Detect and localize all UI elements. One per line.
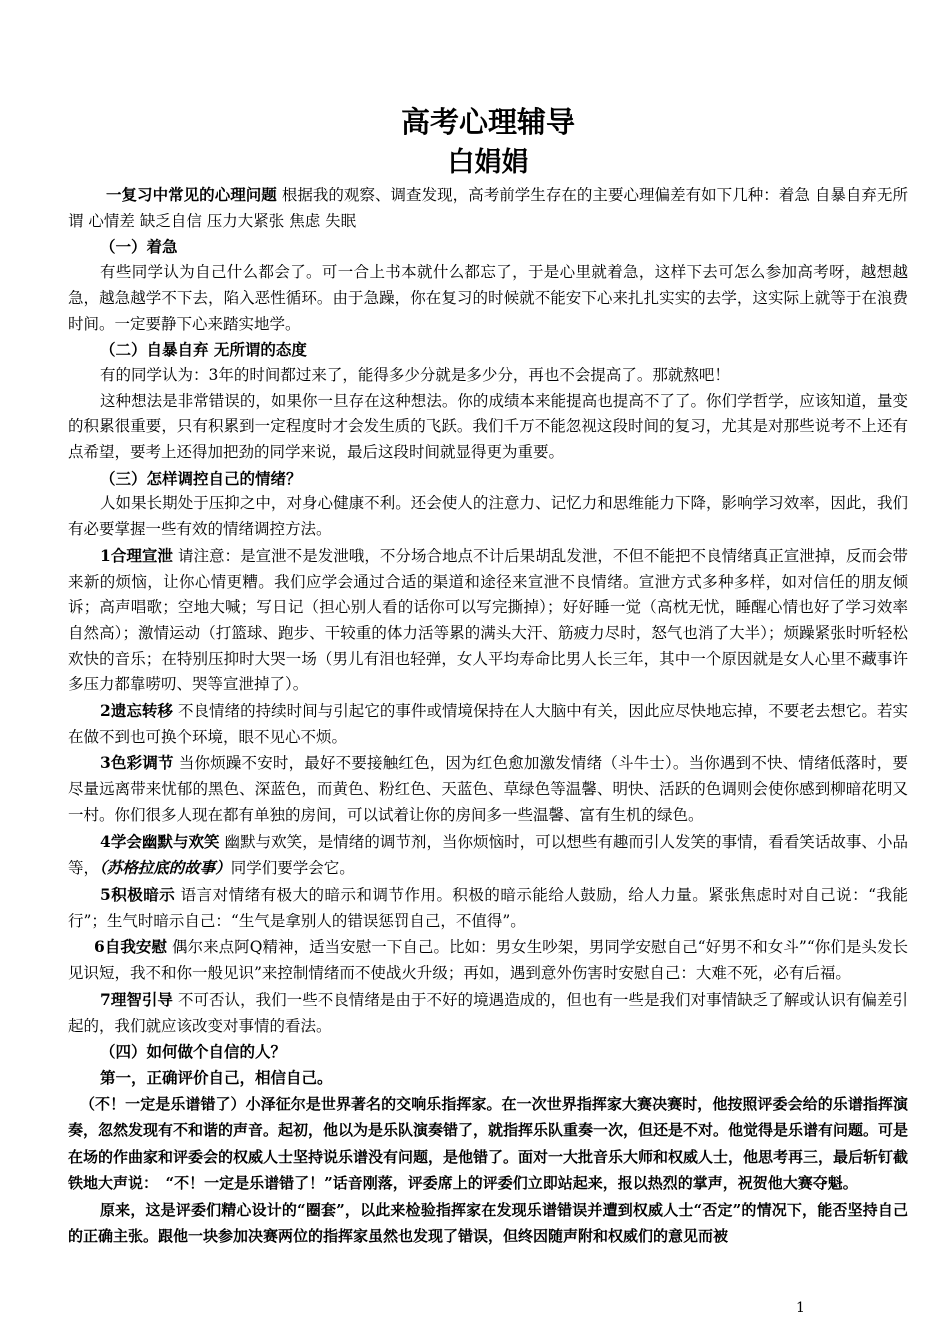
method-item: [68, 698, 908, 750]
method-emphasis: （苏格拉底的故事）: [99, 858, 231, 878]
page-number: 1: [796, 1300, 805, 1316]
method-item: [68, 750, 908, 828]
section4-heading: （四）如何做个自信的人？: [100, 1042, 287, 1062]
intro-heading: 一复习中常见的心理问题: [106, 185, 277, 204]
method-item: [68, 934, 908, 986]
method-text: 语言对情绪有极大的暗示和调节作用。积极的暗示能给人鼓励，给人力量。紧张焦虑时对自己说：“我能行”；生气时暗示自己：“生气是拿别人的错误惩罚自己，不值得”。: [68, 885, 908, 930]
story-paragraph: （不！一定是乐谱错了）小泽征尔是世界著名的交响乐指挥家。在一次世界指挥家大赛决赛时，他按照评委会给的乐谱指挥演奏，忽然发现有不和谐的声音。起初，他以为是乐队演奏错了，就指挥乐队重奏一次，但还是不对。他觉得是乐谱有问题。可是在场的作曲家和评委会的权威人士坚持说乐谱没有问题，是他错了。面对一大批音乐大师和权威人士，他思考再三，最后斩钉截铁地大声说： “不！一定是乐谱错了！”话音刚落，评委席上的评委们立即站起来，报以热烈的掌声，祝贺他大赛夺魁。: [68, 1094, 909, 1193]
method-item: [68, 543, 908, 698]
section3-heading: （三）怎样调控自己的情绪？: [100, 468, 302, 488]
method-text-after: 同学们要学会它。: [230, 859, 355, 878]
author-name: 白娟娟: [447, 147, 529, 178]
method-text: 当你烦躁不安时，最好不要接触红色，因为红色愈加激发情绪（斗牛士）。当你遇到不快、情绪低落时，要尽量远离带来忧郁的黑色、深蓝色，而黄色、粉红色、天蓝色、草绿色等温馨、明快、活跃的色调则会使你感到柳暗花明又一村。你们很多人现在都有单独的房间，可以试着让你的房间多一些温馨、富有生机的绿色。: [68, 754, 908, 824]
method-text: 不良情绪的持续时间与引起它的事件或情境保持在人大脑中有关，因此应尽快地忘掉，不要老去想它。若实在做不到也可换个环境，眼不见心不烦。: [68, 702, 908, 746]
method-label: 7理智引导: [100, 989, 173, 1009]
method-label: 2遗忘转移: [100, 701, 173, 721]
document-title: 高考心理辅导: [400, 105, 575, 139]
section2-paragraph: 这种想法是非常错误的，如果你一旦存在这种想法。你的成绩本来能提高也提高不了了。你们学哲学，应该知道，量变的积累很重要，只有积累到一定程度时才会发生质的飞跃。我们千万不能忽视这段时间的复习，尤其是对那些说考不上还有点希望，要考上还得加把劲的同学来说，最后这段时间就显得更为重要。: [68, 391, 908, 462]
section1-paragraph: 有些同学认为自己什么都会了。可一合上书本就什么都忘了，于是心里就着急，这样下去可怎么参加高考呀，越想越急，越急越学不下去，陷入恶性循环。由于急躁，你在复习的时候就不能安下心来扎扎实实的去学，这实际上就等于在浪费时间。一定要静下心来踏实地学。: [68, 263, 908, 333]
section2-heading: （二）自暴自弃 无所谓的态度: [100, 340, 307, 360]
method-text: 不可否认，我们一些不良情绪是由于不好的境遇造成的，但也有一些是我们对事情缺乏了解或认识有偏差引起的，我们就应该改变对事情的看法。: [68, 990, 908, 1035]
method-item: [68, 829, 908, 882]
intro-paragraph: [68, 182, 908, 234]
method-label: 1合理宣泄: [100, 545, 173, 565]
intro-text: 根据我的观察、调查发现，高考前学生存在的主要心理偏差有如下几种：着急 自暴自弃无所谓 心情差 缺乏自信 压力大紧张 焦虑 失眠: [68, 186, 908, 230]
method-label: 5积极暗示: [100, 884, 176, 904]
method-text: 请注意：是宣泄不是发泄哦，不分场合地点不计后果胡乱发泄，不但不能把不良情绪真正宣泄掉，反而会带来新的烦恼，让你心情更糟。我们应学会通过合适的渠道和途径来宣泄不良情绪。宣泄方式多种多样，如对信任的朋友倾诉；高声唱歌；空地大喊；写日记（担心别人看的话你可以写完撕掉）；好好睡一觉（高枕无忧，睡醒心情也好了学习效率自然高）；激情运动（打篮球、跑步、干较重的体力活等累的满头大汗、筋疲力尽时，怒气也消了大半）；烦躁紧张时听轻松欢快的音乐；在特别压抑时大哭一场（男儿有泪也轻弹，女人平均寿命比男人长三年，其中一个原因就是女人心里不藏事许多压力都靠唠叨、哭等宣泄掉了）。: [68, 546, 908, 694]
story-block: [68, 1091, 908, 1250]
method-text: 幽默与欢笑，是情绪的调节剂，当你烦恼时，可以想些有趣而引人发笑的事情，看看笑话故事、小品等，: [68, 832, 908, 878]
story-paragraph: 原来，这是评委们精心设计的“圈套”，以此来检验指挥家在发现乐谱错误并遭到权威人士“否定”的情况下，能否坚持自己的正确主张。跟他一块参加决赛两位的指挥家虽然也发现了错误，但终因随声附和权威们的意见而被: [68, 1200, 908, 1246]
section3-intro: 人如果长期处于压抑之中，对身心健康不利。还会使人的注意力、记忆力和思维能力下降，影响学习效率，因此，我们有必要掌握一些有效的情绪调控方法。: [68, 494, 908, 539]
document-page: [68, 100, 908, 1250]
method-label: 4学会幽默与欢笑: [100, 831, 220, 851]
method-label: 3色彩调节: [100, 753, 174, 773]
method-item: [68, 987, 908, 1039]
method-label: 6自我安慰: [94, 937, 168, 957]
method-text: 偶尔来点阿Q精神，适当安慰一下自己。比如：男女生吵架，男同学安慰自己“好男不和女斗”“你们是头发长见识短，我不和你一般见识”来控制情绪而不使战火升级；再如，遇到意外伤害时安慰自己：大难不死，必有后福。: [68, 938, 909, 983]
section4-first-point: 第一，正确评价自己，相信自己。: [100, 1067, 333, 1087]
section1-heading: （一）着急: [100, 237, 178, 257]
section2-paragraph: 有的同学认为：3年的时间都过来了，能得多少分就是多少分，再也不会提高了。那就熬吧！: [100, 365, 730, 384]
method-item: [68, 882, 908, 934]
